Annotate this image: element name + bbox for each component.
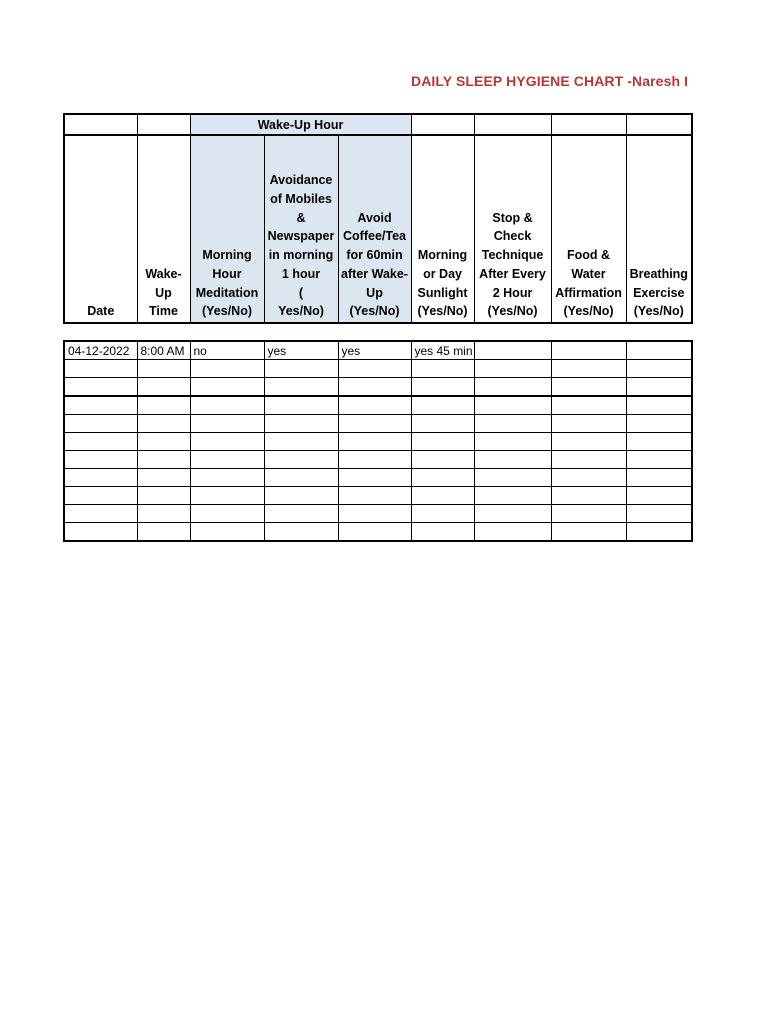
group-header-cell-empty	[626, 114, 692, 135]
sunlight-cell[interactable]	[411, 523, 474, 542]
avoid-coffee-cell[interactable]	[338, 523, 411, 542]
avoid-coffee-cell[interactable]	[338, 396, 411, 415]
column-header-wake-up-time: Wake- Up Time	[137, 135, 190, 323]
date-cell[interactable]	[64, 451, 137, 469]
date-cell[interactable]: 04-12-2022	[64, 341, 137, 360]
food-water-cell[interactable]	[551, 360, 626, 378]
avoid-mobiles-cell[interactable]	[264, 396, 338, 415]
wake-time-cell[interactable]	[137, 396, 190, 415]
group-header-cell-empty	[551, 114, 626, 135]
date-cell[interactable]	[64, 505, 137, 523]
breathing-cell[interactable]	[626, 396, 692, 415]
date-cell[interactable]	[64, 487, 137, 505]
table-row	[64, 433, 692, 451]
table-row	[64, 378, 692, 397]
avoid-coffee-cell[interactable]	[338, 505, 411, 523]
meditation-cell[interactable]	[190, 360, 264, 378]
table-row	[64, 360, 692, 378]
date-cell[interactable]	[64, 360, 137, 378]
table-row	[64, 396, 692, 415]
breathing-cell[interactable]	[626, 451, 692, 469]
stop-check-cell[interactable]	[474, 487, 551, 505]
food-water-cell[interactable]	[551, 451, 626, 469]
sunlight-cell[interactable]	[411, 360, 474, 378]
wake-time-cell[interactable]	[137, 505, 190, 523]
food-water-cell[interactable]	[551, 469, 626, 487]
meditation-cell[interactable]	[190, 415, 264, 433]
avoid-mobiles-cell[interactable]	[264, 360, 338, 378]
group-header-row	[64, 114, 692, 135]
meditation-cell[interactable]	[190, 487, 264, 505]
meditation-cell[interactable]	[190, 396, 264, 415]
wake-time-cell[interactable]	[137, 469, 190, 487]
wake-time-cell[interactable]	[137, 433, 190, 451]
breathing-cell[interactable]	[626, 487, 692, 505]
avoid-coffee-cell[interactable]	[338, 378, 411, 397]
stop-check-cell[interactable]	[474, 433, 551, 451]
food-water-cell[interactable]	[551, 341, 626, 360]
sunlight-cell[interactable]	[411, 469, 474, 487]
wake-time-cell[interactable]	[137, 451, 190, 469]
avoid-mobiles-cell[interactable]	[264, 469, 338, 487]
avoid-coffee-cell[interactable]	[338, 451, 411, 469]
avoid-mobiles-cell[interactable]	[264, 433, 338, 451]
food-water-cell[interactable]	[551, 378, 626, 397]
date-cell[interactable]	[64, 469, 137, 487]
avoid-coffee-cell[interactable]	[338, 360, 411, 378]
meditation-cell[interactable]	[190, 469, 264, 487]
stop-check-cell[interactable]	[474, 396, 551, 415]
group-header-cell-empty	[137, 114, 190, 135]
column-header-avoid-mobiles: Avoidance of Mobiles & Newspaper in morning 1 hour ( Yes/No)	[264, 135, 338, 323]
column-header-sunlight: Morning or Day Sunlight (Yes/No)	[411, 135, 474, 323]
column-header-date: Date	[64, 135, 137, 323]
stop-check-cell[interactable]	[474, 415, 551, 433]
breathing-cell[interactable]	[626, 505, 692, 523]
column-header-avoid-coffee: Avoid Coffee/Tea for 60min after Wake- Up (Yes/No)	[338, 135, 411, 323]
column-header-food-water: Food & Water Affirmation (Yes/No)	[551, 135, 626, 323]
avoid-mobiles-cell[interactable]	[264, 451, 338, 469]
meditation-cell[interactable]	[190, 378, 264, 397]
column-header-breathing: Breathing Exercise (Yes/No)	[626, 135, 692, 323]
avoid-mobiles-cell[interactable]	[264, 378, 338, 397]
avoid-coffee-cell[interactable]	[338, 469, 411, 487]
wake-time-cell[interactable]	[137, 360, 190, 378]
food-water-cell[interactable]	[551, 396, 626, 415]
column-header-row	[64, 135, 692, 323]
sunlight-cell[interactable]	[411, 433, 474, 451]
table-row	[64, 505, 692, 523]
breathing-cell[interactable]	[626, 415, 692, 433]
date-cell[interactable]	[64, 415, 137, 433]
sunlight-cell[interactable]	[411, 378, 474, 397]
avoid-mobiles-cell[interactable]	[264, 505, 338, 523]
meditation-cell[interactable]	[190, 523, 264, 542]
sunlight-cell[interactable]	[411, 415, 474, 433]
sunlight-cell[interactable]	[411, 487, 474, 505]
table-row	[64, 487, 692, 505]
sunlight-cell[interactable]	[411, 396, 474, 415]
food-water-cell[interactable]	[551, 523, 626, 542]
column-header-stop-check: Stop & Check Technique After Every 2 Hour (Yes/No)	[474, 135, 551, 323]
date-cell[interactable]	[64, 433, 137, 451]
wake-time-cell[interactable]	[137, 378, 190, 397]
wake-up-hour-group-header: Wake-Up Hour	[190, 114, 411, 135]
food-water-cell[interactable]	[551, 505, 626, 523]
wake-time-cell[interactable]: 8:00 AM	[137, 341, 190, 360]
table-row	[64, 341, 692, 360]
table-row	[64, 451, 692, 469]
date-cell[interactable]	[64, 396, 137, 415]
avoid-coffee-cell[interactable]: yes	[338, 341, 411, 360]
wake-time-cell[interactable]	[137, 415, 190, 433]
avoid-mobiles-cell[interactable]	[264, 523, 338, 542]
header-table	[63, 113, 693, 324]
chart-title: DAILY SLEEP HYGIENE CHART -Naresh I	[411, 73, 689, 89]
stop-check-cell[interactable]	[474, 451, 551, 469]
avoid-coffee-cell[interactable]	[338, 415, 411, 433]
avoid-coffee-cell[interactable]	[338, 433, 411, 451]
breathing-cell[interactable]	[626, 341, 692, 360]
avoid-coffee-cell[interactable]	[338, 487, 411, 505]
wake-time-cell[interactable]	[137, 523, 190, 542]
stop-check-cell[interactable]	[474, 469, 551, 487]
table-row	[64, 469, 692, 487]
wake-time-cell[interactable]	[137, 487, 190, 505]
meditation-cell[interactable]	[190, 505, 264, 523]
group-header-cell-empty	[64, 114, 137, 135]
sunlight-cell[interactable]	[411, 451, 474, 469]
breathing-cell[interactable]	[626, 433, 692, 451]
table-row	[64, 523, 692, 542]
avoid-mobiles-cell[interactable]	[264, 487, 338, 505]
table-row	[64, 415, 692, 433]
meditation-cell[interactable]	[190, 433, 264, 451]
breathing-cell[interactable]	[626, 378, 692, 397]
log-table	[63, 340, 693, 542]
breathing-cell[interactable]	[626, 469, 692, 487]
food-water-cell[interactable]	[551, 433, 626, 451]
group-header-cell-empty	[474, 114, 551, 135]
stop-check-cell[interactable]	[474, 505, 551, 523]
stop-check-cell[interactable]	[474, 523, 551, 542]
avoid-mobiles-cell[interactable]: yes	[264, 341, 338, 360]
breathing-cell[interactable]	[626, 523, 692, 542]
food-water-cell[interactable]	[551, 415, 626, 433]
avoid-mobiles-cell[interactable]	[264, 415, 338, 433]
date-cell[interactable]	[64, 378, 137, 397]
date-cell[interactable]	[64, 523, 137, 542]
food-water-cell[interactable]	[551, 487, 626, 505]
stop-check-cell[interactable]	[474, 378, 551, 397]
sunlight-cell[interactable]	[411, 505, 474, 523]
meditation-cell[interactable]	[190, 451, 264, 469]
group-header-cell-empty	[411, 114, 474, 135]
meditation-cell[interactable]: no	[190, 341, 264, 360]
stop-check-cell[interactable]	[474, 341, 551, 360]
stop-check-cell[interactable]	[474, 360, 551, 378]
sunlight-cell[interactable]: yes 45 min	[411, 341, 474, 360]
breathing-cell[interactable]	[626, 360, 692, 378]
column-header-meditation: Morning Hour Meditation (Yes/No)	[190, 135, 264, 323]
